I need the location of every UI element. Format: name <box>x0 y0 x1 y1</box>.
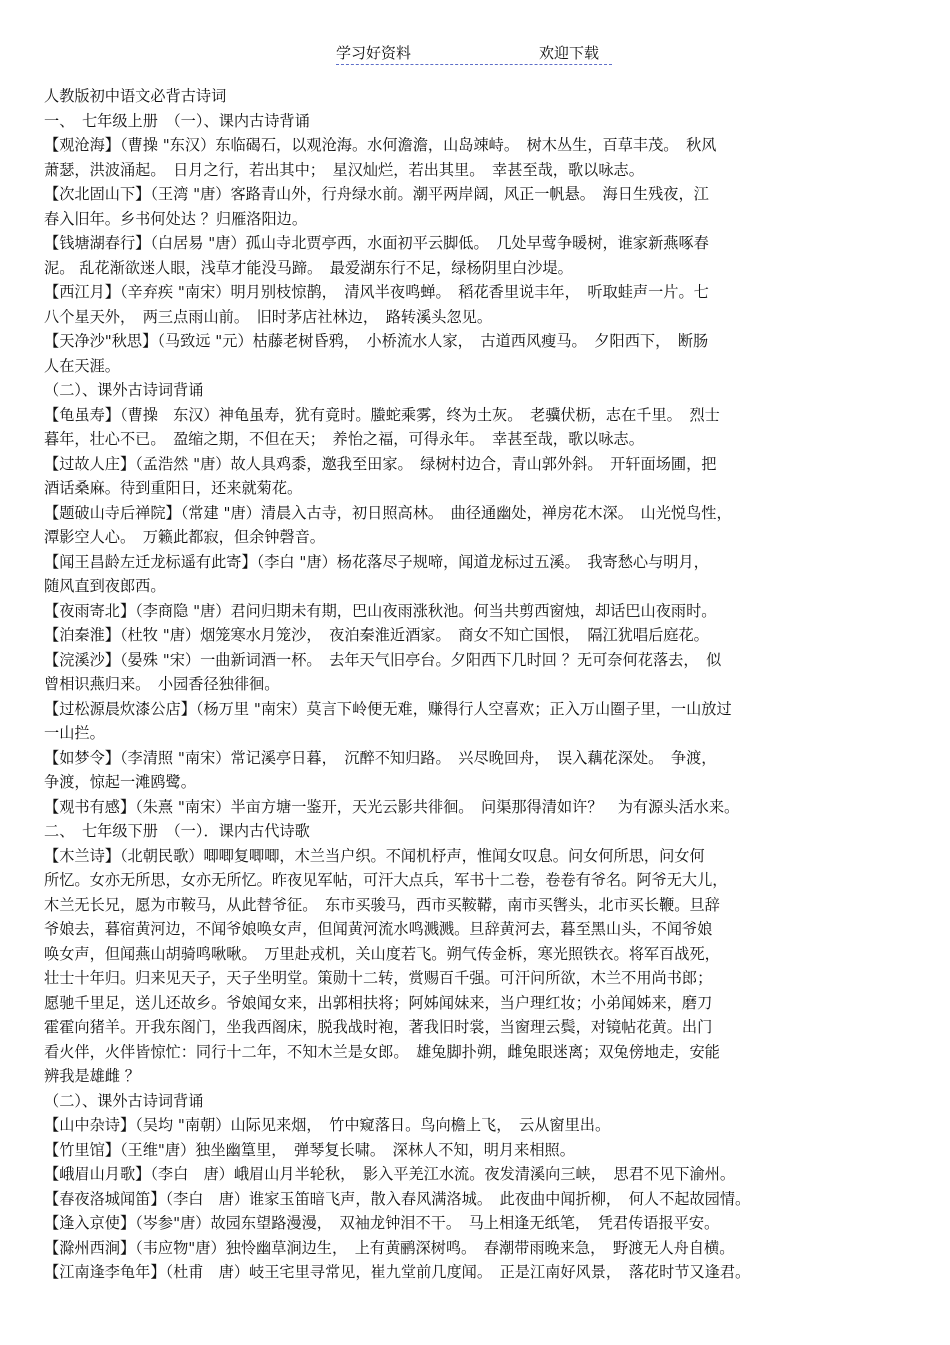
text-line: 【钱塘湖春行】（白居易 "唐）孤山寺北贾亭西，水面初平云脚低。 几处早莺争暖树，谁家新燕啄春 <box>44 234 709 252</box>
text-line: 【龟虽寿】（曹操 东汉）神龟虽寿，犹有竟时。螣蛇乘雾，终为土灰。 老骥伏枥，志在千里。 烈士 <box>44 405 720 424</box>
text-line: 【夜雨寄北】（李商隐 "唐）君问归期未有期，巴山夜雨涨秋池。何当共剪西窗烛，却话巴山夜雨时。 <box>44 601 717 620</box>
text-line: 木兰无长兄，愿为市鞍马，从此替爷征。 东市买骏马，西市买鞍鞯，南市买辔头，北市买长鞭。旦辞 <box>44 895 720 914</box>
text-line: 【如梦令】（李清照 "南宋）常记溪亭日暮， 沉醉不知归路。 兴尽晚回舟， 误入藕花深处。 争渡， <box>44 748 717 767</box>
text-line: 随风直到夜郎西。 <box>44 577 166 595</box>
header-left-text: 学习好资料 <box>336 44 412 62</box>
text-line: 【观书有感】（朱熹 "南宋）半亩方塘一鉴开，天光云影共徘徊。 问渠那得清如许？ 为有源头活水来。 <box>44 797 740 816</box>
text-line: 曾相识燕归来。 小园香径独徘徊。 <box>44 675 280 693</box>
text-line: （二）、课外古诗词背诵 <box>44 1091 204 1110</box>
text-line: 一、 七年级上册 （一）、课内古诗背诵 <box>44 111 310 130</box>
text-line: 【逢入京使】（岑参"唐）故园东望路漫漫， 双袖龙钟泪不干。 马上相逢无纸笔， 凭君传语报平安。 <box>44 1214 720 1232</box>
page-header <box>0 42 950 66</box>
text-line: 【闻王昌龄左迁龙标遥有此寄】（李白 "唐）杨花落尽子规啼，闻道龙标过五溪。 我寄愁心与明月， <box>44 552 709 571</box>
text-line: 辨我是雄雌 ？ <box>44 1067 140 1085</box>
text-line: 【滁州西涧】（韦应物"唐）独怜幽草涧边生， 上有黄鹂深树鸣。 春潮带雨晚来急， 野渡无人舟自横。 <box>44 1238 735 1257</box>
text-line: 【竹里馆】（王维"唐）独坐幽篁里， 弹琴复长啸。 深林人不知，明月来相照。 <box>44 1140 575 1159</box>
text-line: 潭影空人心。 万籁此都寂，但余钟磬音。 <box>44 528 325 546</box>
text-line: 春入旧年。乡书何处达 ？归雁洛阳边。 <box>44 209 308 228</box>
text-line: 【过故人庄】（孟浩然 "唐）故人具鸡黍，邀我至田家。 绿树村边合，青山郭外斜。 开轩面场圃，把 <box>44 454 717 473</box>
text-line: 酒话桑麻。待到重阳日，还来就菊花。 <box>44 479 303 497</box>
text-line: 【题破山寺后禅院】（常建 "唐）清晨入古寺，初日照高林。 曲径通幽处，禅房花木深。 山光悦鸟性， <box>44 503 732 522</box>
text-line: 愿驰千里足，送儿还故乡。爷娘闻女来，出郭相扶将；阿姊闻妹来，当户理红妆；小弟闻姊来，磨刀 <box>44 993 713 1012</box>
text-line: 人在天涯。 <box>44 356 120 375</box>
text-line: 争渡，惊起一滩鸥鹭。 <box>44 773 196 791</box>
text-line: 【浣溪沙】（晏殊 "宋）一曲新词酒一杯。 去年天气旧亭台。夕阳西下几时回 ？无可奈何花落去， 似 <box>44 650 722 669</box>
document-body <box>44 84 910 1285</box>
text-line: 壮士十年归。归来见天子，天子坐明堂。策勋十二转，赏赐百千强。可汗问所欲，木兰不用尚书郎； <box>44 969 713 987</box>
text-line: 爷娘去，暮宿黄河边，不闻爷娘唤女声，但闻黄河流水鸣溅溅。旦辞黄河去，暮至黑山头，不闻爷娘 <box>44 920 713 938</box>
header-divider <box>336 64 612 65</box>
text-line: 【江南逢李龟年】（杜甫 唐）岐王宅里寻常见，崔九堂前几度闻。 正是江南好风景， 落花时节又逢君。 <box>44 1263 751 1281</box>
text-line: 唤女声，但闻燕山胡骑鸣啾啾。 万里赴戎机，关山度若飞。朔气传金柝，寒光照铁衣。将军百战死， <box>44 944 720 963</box>
text-line: 【泊秦淮】（杜牧 "唐）烟笼寒水月笼沙， 夜泊秦淮近酒家。 商女不知亡国恨， 隔江犹唱后庭花。 <box>44 626 709 644</box>
text-line: 所忆。女亦无所思，女亦无所忆。昨夜见军帖，可汗大点兵，军书十二卷，卷卷有爷名。阿爷无大儿， <box>44 871 728 889</box>
text-line: 【天净沙"秋思】（马致远 "元）枯藤老树昏鸦， 小桥流水人家， 古道西风瘦马。 夕阳西下， 断肠 <box>44 332 709 350</box>
header-right-text: 欢迎下载 <box>539 44 600 62</box>
text-line: 【峨眉山月歌】（李白 唐）峨眉山月半轮秋， 影入平羌江水流。夜发清溪向三峡， 思君不见下渝州。 <box>44 1165 736 1183</box>
text-line: 【木兰诗】（北朝民歌）唧唧复唧唧，木兰当户织。不闻机杼声，惟闻女叹息。问女何所思，问女何 <box>44 846 705 865</box>
text-line: 【春夜洛城闻笛】（李白 唐）谁家玉笛暗飞声，散入春风满洛城。 此夜曲中闻折柳， 何人不起故园情。 <box>44 1189 751 1208</box>
text-line: 八个星天外， 两三点雨山前。 旧时茅店社林边， 路转溪头忽见。 <box>44 307 493 326</box>
text-line: 二、 七年级下册 （一）．课内古代诗歌 <box>44 822 310 840</box>
text-line: （二）、课外古诗词背诵 <box>44 381 204 399</box>
text-line: 泥。 乱花渐欲迷人眼，浅草才能没马蹄。 最爱湖东行不足，绿杨阴里白沙堤。 <box>44 258 573 277</box>
text-line: 【山中杂诗】（吴均 "南朝）山际见来烟， 竹中窥落日。鸟向檐上飞， 云从窗里出。 <box>44 1116 611 1134</box>
text-line: 人教版初中语文必背古诗词 <box>44 87 227 105</box>
text-line: 【过松源晨炊漆公店】（杨万里 "南宋）莫言下岭便无难，赚得行人空喜欢；正入万山圈子里，一山放过 <box>44 699 732 718</box>
text-line: 【观沧海】（曹操 "东汉）东临碣石，以观沧海。水何澹澹，山岛竦峙。 树木丛生，百草丰茂。 秋风 <box>44 136 717 154</box>
text-line: 【西江月】（辛弃疾 "南宋）明月别枝惊鹊， 清风半夜鸣蝉。 稻花香里说丰年， 听取蛙声一片。七 <box>44 283 709 301</box>
text-line: 霍霍向猪羊。开我东阁门，坐我西阁床，脱我战时袍，著我旧时裳，当窗理云鬓，对镜帖花黄。出门 <box>44 1018 713 1036</box>
text-line: 一山拦。 <box>44 724 105 742</box>
text-line: 看火伴，火伴皆惊忙：同行十二年，不知木兰是女郎。 雄兔脚扑朔，雌兔眼迷离；双兔傍地走，安能 <box>44 1042 720 1061</box>
text-line: 【次北固山下】（王湾 "唐）客路青山外，行舟绿水前。潮平两岸阔，风正一帆悬。 海日生残夜，江 <box>44 185 709 203</box>
text-line: 暮年，壮心不已。 盈缩之期，不但在天； 养怡之福，可得永年。 幸甚至哉，歌以咏志。 <box>44 430 644 448</box>
text-line: 萧瑟，洪波涌起。 日月之行，若出其中； 星汉灿烂，若出其里。 幸甚至哉，歌以咏志。 <box>44 160 644 179</box>
